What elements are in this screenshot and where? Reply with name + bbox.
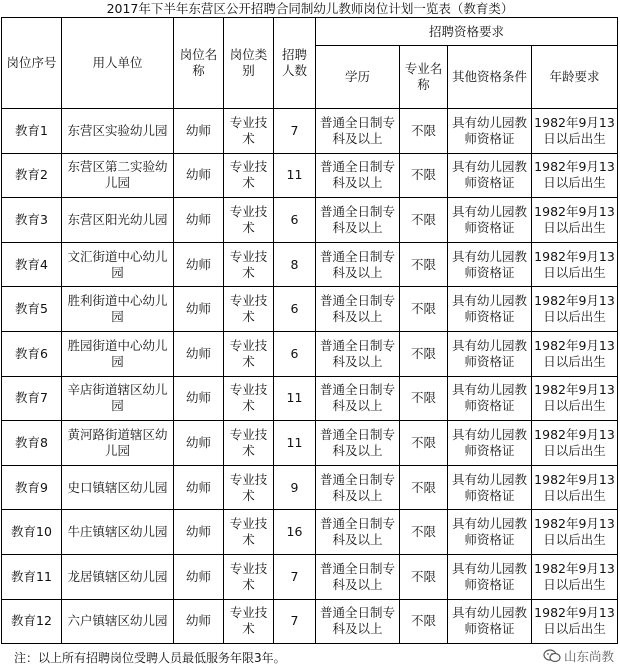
cell-seq: 教育7 [2, 376, 62, 421]
header-education: 学历 [316, 46, 400, 109]
cell-education: 普通全日制专科及以上 [316, 554, 400, 599]
header-age: 年龄要求 [532, 46, 618, 109]
cell-other-conditions: 具有幼儿园教师资格证 [448, 599, 532, 644]
cell-position-type: 专业技术 [224, 510, 274, 555]
cell-education: 普通全日制专科及以上 [316, 242, 400, 287]
cell-other-conditions: 具有幼儿园教师资格证 [448, 242, 532, 287]
cell-position-name: 幼师 [174, 376, 224, 421]
cell-education: 普通全日制专科及以上 [316, 421, 400, 466]
cell-major: 不限 [400, 153, 448, 198]
cell-count: 6 [274, 287, 316, 332]
cell-unit: 东营区实验幼儿园 [62, 109, 174, 154]
cell-age: 1982年9月13日以后出生 [532, 198, 618, 243]
cell-major: 不限 [400, 510, 448, 555]
cell-seq: 教育4 [2, 242, 62, 287]
cell-position-type: 专业技术 [224, 554, 274, 599]
footnote: 注：以上所有招聘岗位受聘人员最低服务年限3年。 [14, 651, 286, 665]
cell-count: 7 [274, 599, 316, 644]
cell-seq: 教育8 [2, 421, 62, 466]
cell-education: 普通全日制专科及以上 [316, 599, 400, 644]
cell-count: 16 [274, 510, 316, 555]
wechat-icon [543, 649, 561, 663]
cell-age: 1982年9月13日以后出生 [532, 109, 618, 154]
cell-major: 不限 [400, 465, 448, 510]
cell-position-type: 专业技术 [224, 242, 274, 287]
table-row [2, 153, 618, 198]
cell-position-name: 幼师 [174, 421, 224, 466]
cell-major: 不限 [400, 554, 448, 599]
cell-seq: 教育9 [2, 465, 62, 510]
cell-position-type: 专业技术 [224, 287, 274, 332]
cell-count: 7 [274, 554, 316, 599]
cell-seq: 教育12 [2, 599, 62, 644]
cell-seq: 教育5 [2, 287, 62, 332]
cell-other-conditions: 具有幼儿园教师资格证 [448, 465, 532, 510]
cell-education: 普通全日制专科及以上 [316, 287, 400, 332]
table-row [2, 421, 618, 466]
cell-count: 6 [274, 331, 316, 376]
cell-unit: 黄河路街道辖区幼儿园 [62, 421, 174, 466]
cell-major: 不限 [400, 421, 448, 466]
cell-major: 不限 [400, 376, 448, 421]
header-major: 专业名称 [400, 46, 448, 109]
table-row [2, 599, 618, 644]
cell-major: 不限 [400, 599, 448, 644]
header-position-type: 岗位类别 [224, 18, 274, 109]
header-other-conditions: 其他资格条件 [448, 46, 532, 109]
cell-position-name: 幼师 [174, 331, 224, 376]
cell-position-type: 专业技术 [224, 331, 274, 376]
cell-position-name: 幼师 [174, 198, 224, 243]
table-row [2, 554, 618, 599]
cell-other-conditions: 具有幼儿园教师资格证 [448, 421, 532, 466]
cell-position-name: 幼师 [174, 510, 224, 555]
cell-major: 不限 [400, 287, 448, 332]
cell-count: 6 [274, 198, 316, 243]
table-row [2, 510, 618, 555]
cell-unit: 胜园街道中心幼儿园 [62, 331, 174, 376]
table-row [2, 287, 618, 332]
cell-position-type: 专业技术 [224, 465, 274, 510]
cell-seq: 教育3 [2, 198, 62, 243]
header-unit: 用人单位 [62, 18, 174, 109]
cell-age: 1982年9月13日以后出生 [532, 287, 618, 332]
cell-other-conditions: 具有幼儿园教师资格证 [448, 153, 532, 198]
cell-education: 普通全日制专科及以上 [316, 331, 400, 376]
cell-age: 1982年9月13日以后出生 [532, 376, 618, 421]
cell-other-conditions: 具有幼儿园教师资格证 [448, 510, 532, 555]
table-row [2, 198, 618, 243]
cell-unit: 龙居镇辖区幼儿园 [62, 554, 174, 599]
cell-position-type: 专业技术 [224, 109, 274, 154]
cell-education: 普通全日制专科及以上 [316, 198, 400, 243]
table-row [2, 376, 618, 421]
cell-seq: 教育10 [2, 510, 62, 555]
cell-unit: 东营区第二实验幼儿园 [62, 153, 174, 198]
cell-age: 1982年9月13日以后出生 [532, 599, 618, 644]
cell-count: 11 [274, 376, 316, 421]
job-plan-table [1, 17, 618, 644]
cell-count: 11 [274, 421, 316, 466]
cell-other-conditions: 具有幼儿园教师资格证 [448, 198, 532, 243]
table-body [2, 109, 618, 644]
cell-position-name: 幼师 [174, 554, 224, 599]
cell-position-type: 专业技术 [224, 198, 274, 243]
cell-other-conditions: 具有幼儿园教师资格证 [448, 554, 532, 599]
cell-age: 1982年9月13日以后出生 [532, 421, 618, 466]
cell-position-type: 专业技术 [224, 376, 274, 421]
cell-position-type: 专业技术 [224, 599, 274, 644]
watermark [543, 647, 614, 665]
cell-other-conditions: 具有幼儿园教师资格证 [448, 376, 532, 421]
cell-age: 1982年9月13日以后出生 [532, 510, 618, 555]
watermark-text: 山东尚教 [563, 649, 614, 664]
page-title: 2017年下半年东营区公开招聘合同制幼儿教师岗位计划一览表（教育类） [106, 1, 514, 16]
cell-position-name: 幼师 [174, 465, 224, 510]
header-count: 招聘人数 [274, 18, 316, 109]
cell-unit: 六户镇辖区幼儿园 [62, 599, 174, 644]
cell-age: 1982年9月13日以后出生 [532, 242, 618, 287]
cell-education: 普通全日制专科及以上 [316, 376, 400, 421]
cell-major: 不限 [400, 198, 448, 243]
cell-count: 7 [274, 109, 316, 154]
cell-major: 不限 [400, 242, 448, 287]
cell-count: 11 [274, 153, 316, 198]
table-row [2, 242, 618, 287]
cell-other-conditions: 具有幼儿园教师资格证 [448, 287, 532, 332]
cell-seq: 教育11 [2, 554, 62, 599]
cell-position-name: 幼师 [174, 153, 224, 198]
cell-major: 不限 [400, 109, 448, 154]
cell-major: 不限 [400, 331, 448, 376]
cell-education: 普通全日制专科及以上 [316, 465, 400, 510]
cell-unit: 史口镇辖区幼儿园 [62, 465, 174, 510]
cell-position-name: 幼师 [174, 287, 224, 332]
cell-education: 普通全日制专科及以上 [316, 153, 400, 198]
header-qualification-group: 招聘资格要求 [316, 18, 618, 46]
cell-unit: 文汇街道中心幼儿园 [62, 242, 174, 287]
cell-age: 1982年9月13日以后出生 [532, 331, 618, 376]
table-row [2, 331, 618, 376]
header-position-name: 岗位名称 [174, 18, 224, 109]
cell-position-name: 幼师 [174, 109, 224, 154]
cell-seq: 教育2 [2, 153, 62, 198]
table-row [2, 109, 618, 154]
cell-other-conditions: 具有幼儿园教师资格证 [448, 109, 532, 154]
cell-count: 9 [274, 465, 316, 510]
cell-seq: 教育6 [2, 331, 62, 376]
cell-unit: 东营区阳光幼儿园 [62, 198, 174, 243]
cell-unit: 胜利街道中心幼儿园 [62, 287, 174, 332]
header-seq: 岗位序号 [2, 18, 62, 109]
cell-education: 普通全日制专科及以上 [316, 510, 400, 555]
cell-seq: 教育1 [2, 109, 62, 154]
cell-position-type: 专业技术 [224, 421, 274, 466]
cell-education: 普通全日制专科及以上 [316, 109, 400, 154]
table-row [2, 465, 618, 510]
cell-position-name: 幼师 [174, 599, 224, 644]
cell-unit: 辛店街道辖区幼儿园 [62, 376, 174, 421]
cell-age: 1982年9月13日以后出生 [532, 153, 618, 198]
cell-other-conditions: 具有幼儿园教师资格证 [448, 331, 532, 376]
cell-age: 1982年9月13日以后出生 [532, 554, 618, 599]
cell-position-type: 专业技术 [224, 153, 274, 198]
cell-position-name: 幼师 [174, 242, 224, 287]
cell-count: 8 [274, 242, 316, 287]
cell-unit: 牛庄镇辖区幼儿园 [62, 510, 174, 555]
cell-age: 1982年9月13日以后出生 [532, 465, 618, 510]
